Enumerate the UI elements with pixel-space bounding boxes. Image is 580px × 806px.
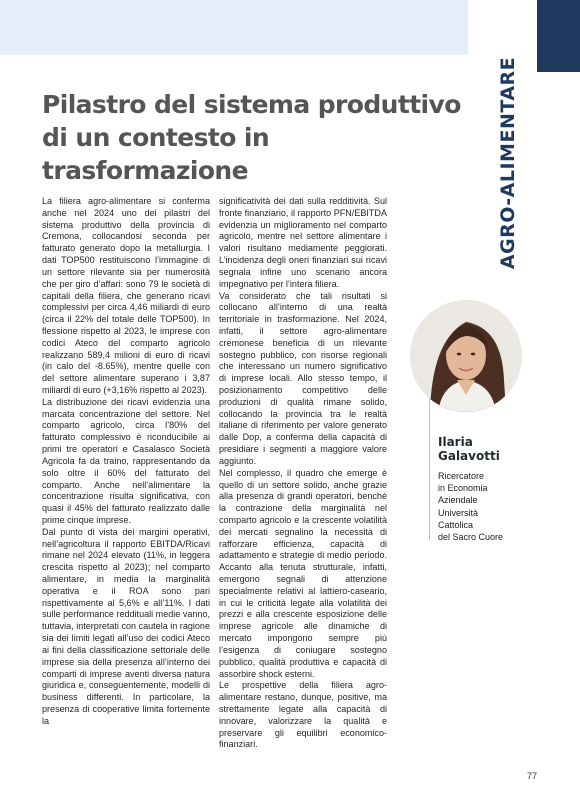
header-band <box>0 0 468 55</box>
title-line-2: di un contesto in trasformazione <box>42 123 270 185</box>
section-label <box>488 40 528 285</box>
article-title <box>42 88 472 187</box>
section-tab <box>537 0 580 72</box>
title-line-1: Pilastro del sistema produttivo <box>42 90 461 119</box>
paragraph: La filiera agro-alimentare si conferma anche nel 2024 uno dei pilastri del sistema produttivo della provincia di Cremona, collocandosi seconda per fatturato generato dopo la metallurgia. I dati TOP500 restituiscono l’immagine di un settore rilevante sia per numerosità che per giro d’affari: sono 79 le società di capitali della filiera, che generano ricavi complessivi per circa 4,46 miliardi di euro (circa il 22% del totale delle TOP500). In flessione rispetto al 2023, le imprese con codici Ateco del comparto agricolo realizzano 589,4 milioni di euro di ricavi (in calo del -8.65%), mentre quelle con del settore alimentare superano i 3,87 miliardi di euro (+3,16% rispetto al 2023). <box>42 196 210 395</box>
author-role-line: del Sacro Cuore <box>438 532 504 543</box>
paragraph: Le prospettive della filiera agro-alimentare restano, dunque, positive, ma strettamente legate alla capacità di innovare, valorizzare la qualità e preservare gli equilibri economico-finanziari. <box>219 680 387 750</box>
author-affiliation <box>438 470 548 543</box>
author-first-name: Ilaria <box>438 435 473 449</box>
body-column-right <box>219 196 387 751</box>
paragraph: Dal punto di vista dei margini operativi, nell’agricoltura il rapporto EBITDA/Ricavi rimane nel 2024 elevato (11%, in leggera crescita rispetto al 2023); nel comparto alimentare, in media la marginalità operativa e il ROA sono pari rispettivamente al 5,6% e all’11%. I dati sulle performance reddituali medie vanno, tuttavia, interpretati con cautela in ragione sia dei limiti legati all’uso dei codici Ateco ai fini della classificazione settoriale delle imprese sia della presenza all’interno dei comparti di imprese aventi diversa natura giuridica e, conseguentemente, modelli di business differenti. In particolare, la presenza di cooperative limita fortemente la <box>42 526 210 726</box>
author-role-line: Cattolica <box>438 519 474 530</box>
author-role-line: Ricercatore <box>438 471 485 481</box>
paragraph: La distribuzione dei ricavi evidenzia una marcata concentrazione del settore. Nel comparto agricolo, circa l’80% del fatturato complessivo è riconducibile ai primi tre operatori e Casalasco Società Agricola fa da traino, rappresentando da solo oltre il 60% del fatturato del comparto. Anche nell’alimentare la concentrazione risulta significativa, con quasi il 45% del fatturato realizzato dalle prime cinque imprese. <box>42 396 210 525</box>
page-number: 77 <box>527 771 538 781</box>
author-photo <box>410 300 522 412</box>
author-portrait-image <box>410 300 522 412</box>
body-column-left <box>42 196 210 728</box>
paragraph: significatività dei dati sulla redditività. Sul fronte finanziario, il rapporto PFN/EBITDA evidenzia un miglioramento nel comparto agricolo, mentre nel settore alimentare i valori risultano mediamente peggiorati. L’incidenza degli oneri finanziari sui ricavi segnala infine uno scenario ancora impegnativo per l’intera filiera. <box>219 196 387 289</box>
author-role-line: Università <box>438 507 479 518</box>
author-role-line: Aziendale <box>438 495 478 506</box>
author-role-line: in Economia <box>438 483 488 494</box>
author-name <box>438 435 538 463</box>
paragraph: Va considerato che tali risultati si collocano all’interno di una realtà territoriale in trasformazione. Nel 2024, infatti, il settore agro-alimentare cremonese beneficia di un rilevante sostegno pubblico, con risorse regionali che interessano un numero significativo di imprese locali. Allo stesso tempo, il posizionamento competitivo delle produzioni di qualità rimane solido, collocando la provincia tra le realtà italiane di riferimento per valore generato dalle Dop, a conferma della capacità di presidiare i segmenti a maggiore valore aggiunto. <box>219 290 387 466</box>
paragraph: Nel complesso, il quadro che emerge è quello di un settore solido, anche grazie alla presenza di grandi operatori, benché la contrazione della marginalità nel comparto agricolo e la crescente volatilità dei mercati segnalino la necessità di rafforzare efficienza, capacità di adattamento e strategie di medio periodo. Accanto alla tenuta strutturale, infatti, emergono segnali di attenzione specialmente relativi al lattiero-caseario, in cui le criticità legate alla volatilità dei prezzi e alla crescente esposizione delle imprese agricole alle dinamiche di mercato impongono sempre più l’esigenza di coniugare sostegno pubblico, qualità produttiva e capacità di assorbire shock esterni. <box>219 467 387 679</box>
author-last-name: Galavotti <box>438 449 500 463</box>
section-label-text: AGRO-ALIMENTARE <box>497 56 520 269</box>
